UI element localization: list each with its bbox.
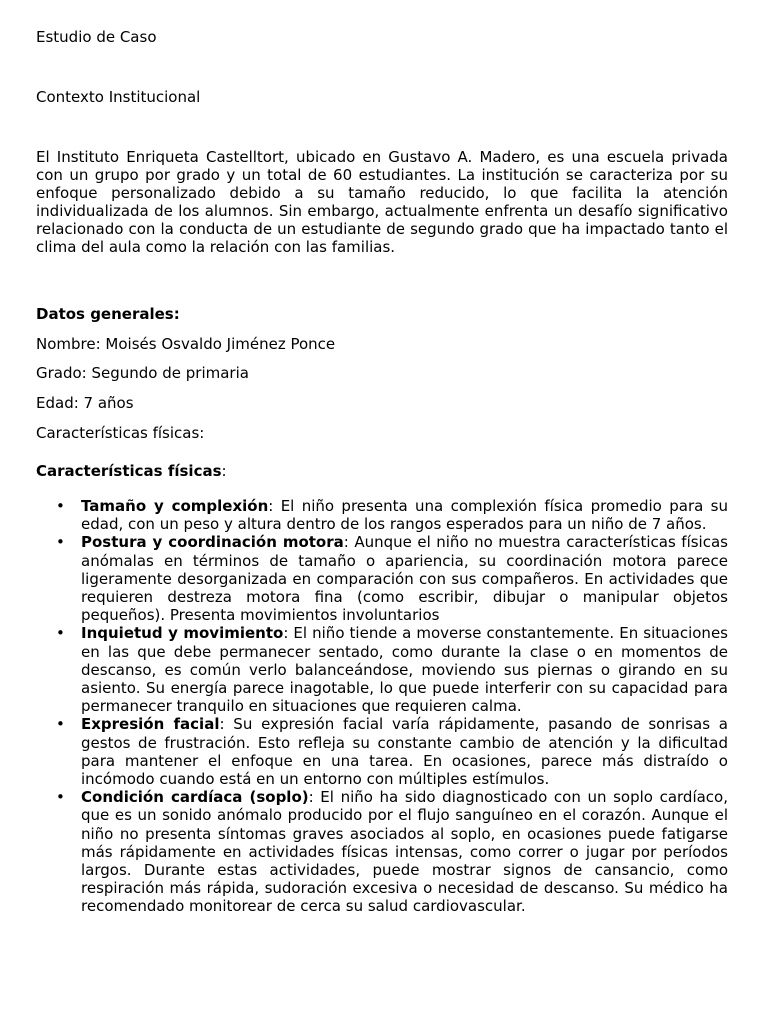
physical-heading-text: Características físicas	[36, 462, 222, 480]
item-text: : El niño tiende a moverse constantemente. En situaciones en las que debe permanecer sentado, como durante la clase o en momentos de descanso, es común verlo balanceándose, moviendo sus piernas o girando en su asiento. Su energía parece inagotable, lo que puede interferir con su capacidad para permanecer tranquilo en situaciones que requieren calma.	[81, 624, 728, 716]
bullet-icon: •	[56, 533, 65, 552]
physical-heading-colon: :	[221, 462, 227, 480]
item-text: : Aunque el niño no muestra características físicas anómalas en términos de tamaño o apariencia, su coordinación motora parece ligeramente desorganizada en comparación con sus compañeros. En actividades que requieren destreza motora fina (como escribir, dibujar o manipular objetos pequeños). Presenta movimientos involuntarios	[81, 533, 728, 625]
physical-characteristics-list	[36, 497, 728, 916]
list-item	[36, 624, 728, 715]
list-item	[36, 533, 728, 624]
physical-characteristics-line: Características físicas:	[36, 424, 205, 442]
document-title: Estudio de Caso	[36, 28, 157, 46]
bullet-icon: •	[56, 497, 65, 515]
age-line: Edad: 7 años	[36, 394, 134, 412]
item-term: Inquietud y movimiento	[81, 624, 284, 643]
item-text: : El niño presenta una complexión física promedio para su edad, con un peso y altura dentro de los rangos esperados para un niño de 7 años.	[81, 497, 728, 534]
name-line: Nombre: Moisés Osvaldo Jiménez Ponce	[36, 335, 336, 353]
list-item	[36, 715, 728, 788]
list-item	[36, 497, 728, 533]
general-data-heading: Datos generales:	[36, 305, 180, 323]
item-term: Expresión facial	[81, 715, 220, 734]
item-text: : Su expresión facial varía rápidamente, pasando de sonrisas a gestos de frustración. Esto refleja su constante cambio de atención y la dificultad para mantener el enfoque en una tarea. En ocasiones, parece más distraído o incómodo cuando está en un entorno con múltiples estímulos.	[81, 715, 728, 789]
context-paragraph: El Instituto Enriqueta Castelltort, ubicado en Gustavo A. Madero, es una escuela privada con un grupo por grado y un total de 60 estudiantes. La institución se caracteriza por su enfoque personalizado debido a su tamaño reducido, lo que facilita la atención individualizada de los alumnos. Sin embargo, actualmente enfrenta un desafío significativo relacionado con la conducta de un estudiante de segundo grado que ha impactado tanto el clima del aula como la relación con las familias.	[36, 148, 728, 256]
bullet-icon: •	[56, 624, 65, 643]
list-item	[36, 788, 728, 915]
bullet-icon: •	[56, 715, 65, 734]
item-term: Tamaño y complexión	[81, 497, 269, 515]
item-term: Postura y coordinación motora	[81, 533, 344, 552]
context-heading: Contexto Institucional	[36, 88, 201, 106]
physical-characteristics-heading	[36, 462, 227, 480]
item-text: : El niño ha sido diagnosticado con un soplo cardíaco, que es un sonido anómalo producido por el flujo sanguíneo en el corazón. Aunque el niño no presenta síntomas graves asociados al soplo, en ocasiones puede fatigarse más rápidamente en actividades físicas intensas, como correr o jugar por períodos largos. Durante estas actividades, puede mostrar signos de cansancio, como respiración más rápida, sudoración excesiva o necesidad de descanso. Su médico ha recomendado monitorear de cerca su salud cardiovascular.	[81, 788, 728, 916]
bullet-icon: •	[56, 788, 65, 807]
item-term: Condición cardíaca (soplo)	[81, 788, 309, 807]
grade-line: Grado: Segundo de primaria	[36, 364, 249, 382]
